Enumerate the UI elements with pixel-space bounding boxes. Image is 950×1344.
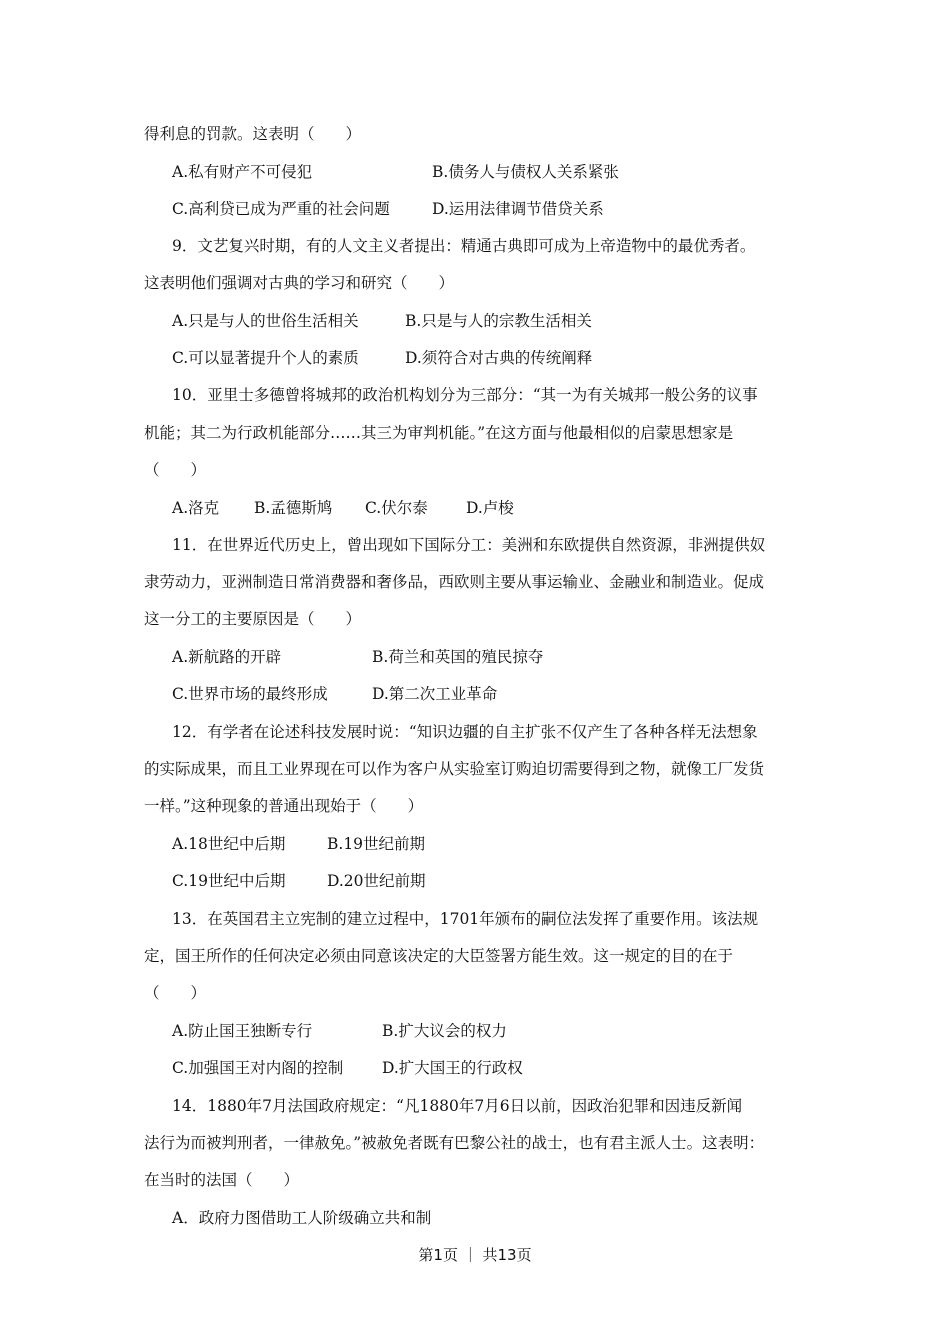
q9-option-a: A.只是与人的世俗生活相关 bbox=[172, 312, 359, 330]
q14-stem-line2: 法行为而被判刑者，一律赦免。”被赦免者既有巴黎公社的战士，也有君主派人士。这表明： bbox=[144, 1134, 765, 1152]
q11-option-a: A.新航路的开辟 bbox=[172, 648, 282, 666]
q12-option-a: A.18世纪中后期 bbox=[172, 835, 286, 853]
q14-stem-line1: 14．1880年7月法国政府规定：“凡1880年7月6日以前，因政治犯罪和因违反新闻 bbox=[172, 1097, 743, 1115]
q11-stem-line3: 这一分工的主要原因是（ ） bbox=[144, 610, 362, 628]
page-footer: 第1页 ｜ 共13页 bbox=[418, 1246, 532, 1264]
q14-option-a: A．政府力图借助工人阶级确立共和制 bbox=[172, 1209, 432, 1227]
q10-option-c: C.伏尔泰 bbox=[365, 499, 428, 517]
q8-option-d: D.运用法律调节借贷关系 bbox=[432, 200, 604, 218]
q12-stem-line1: 12．有学者在论述科技发展时说：“知识边疆的自主扩张不仅产生了各种各样无法想象 bbox=[172, 723, 758, 741]
q13-option-b: B.扩大议会的权力 bbox=[382, 1022, 507, 1040]
q9-option-c: C.可以显著提升个人的素质 bbox=[172, 349, 359, 367]
q9-option-b: B.只是与人的宗教生活相关 bbox=[405, 312, 592, 330]
q12-option-d: D.20世纪前期 bbox=[327, 872, 426, 890]
q9-option-d: D.须符合对古典的传统阐释 bbox=[405, 349, 593, 367]
q13-stem-line3: （ ） bbox=[144, 984, 207, 1002]
q10-option-a: A.洛克 bbox=[172, 499, 220, 517]
q11-stem-line2: 隶劳动力，亚洲制造日常消费器和奢侈品，西欧则主要从事运输业、金融业和制造业。促成 bbox=[144, 573, 765, 591]
q9-stem-line1: 9．文艺复兴时期，有的人文主义者提出：精通古典即可成为上帝造物中的最优秀者。 bbox=[172, 237, 756, 255]
q8-option-b: B.债务人与债权人关系紧张 bbox=[432, 163, 619, 181]
q13-option-d: D.扩大国王的行政权 bbox=[382, 1059, 523, 1077]
q13-option-c: C.加强国王对内阁的控制 bbox=[172, 1059, 344, 1077]
q10-option-d: D.卢梭 bbox=[466, 499, 514, 517]
q11-stem-line1: 11．在世界近代历史上，曾出现如下国际分工：美洲和东欧提供自然资源，非洲提供奴 bbox=[172, 536, 766, 554]
q13-option-a: A.防止国王独断专行 bbox=[172, 1022, 313, 1040]
q8-option-a: A.私有财产不可侵犯 bbox=[172, 163, 313, 181]
q11-option-d: D.第二次工业革命 bbox=[372, 685, 498, 703]
q12-stem-line2: 的实际成果，而且工业界现在可以作为客户从实验室订购迫切需要得到之物，就像工厂发货 bbox=[144, 760, 765, 778]
q13-stem-line1: 13．在英国君主立宪制的建立过程中，1701年颁布的嗣位法发挥了重要作用。该法规 bbox=[172, 910, 759, 928]
q13-stem-line2: 定，国王所作的任何决定必须由同意该决定的大臣签署方能生效。这一规定的目的在于 bbox=[144, 947, 734, 965]
q11-option-c: C.世界市场的最终形成 bbox=[172, 685, 328, 703]
q10-option-b: B.孟德斯鸠 bbox=[254, 499, 333, 517]
q10-stem-line3: （ ） bbox=[144, 461, 207, 479]
q10-stem-line2: 机能；其二为行政机能部分……其三为审判机能。”在这方面与他最相似的启蒙思想家是 bbox=[144, 424, 734, 442]
q14-stem-line3: 在当时的法国（ ） bbox=[144, 1171, 300, 1189]
q11-option-b: B.荷兰和英国的殖民掠夺 bbox=[372, 648, 544, 666]
q9-stem-line2: 这表明他们强调对古典的学习和研究（ ） bbox=[144, 274, 455, 292]
q12-option-c: C.19世纪中后期 bbox=[172, 872, 286, 890]
q12-option-b: B.19世纪前期 bbox=[327, 835, 426, 853]
q10-stem-line1: 10．亚里士多德曾将城邦的政治机构划分为三部分：“其一为有关城邦一般公务的议事 bbox=[172, 386, 758, 404]
q8-option-c: C.高利贷已成为严重的社会问题 bbox=[172, 200, 390, 218]
q8-stem: 得利息的罚款。这表明（ ） bbox=[144, 125, 362, 143]
q12-stem-line3: 一样。”这种现象的普通出现始于（ ） bbox=[144, 797, 424, 815]
